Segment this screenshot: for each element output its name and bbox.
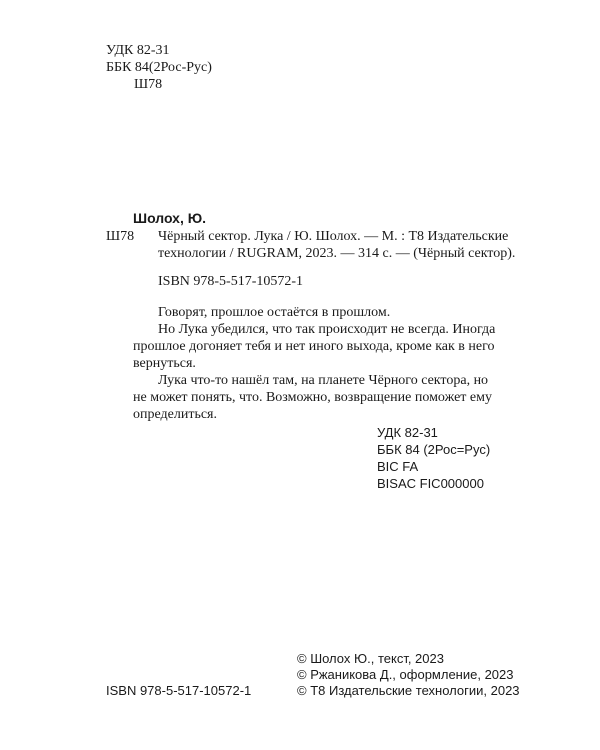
annotation-line: Говорят, прошлое остаётся в прошлом. [158, 305, 391, 320]
annotation-line: определиться. [133, 407, 217, 422]
title-line-2: технологии / RUGRAM, 2023. — 314 с. — (Чёрный сектор). [158, 246, 516, 261]
copyright-design: © Ржаникова Д., оформление, 2023 [297, 667, 514, 682]
annotation-line: не может понять, что. Возможно, возвращение поможет ему [133, 390, 492, 405]
annotation-line: Но Лука убедился, что так происходит не всегда. Иногда [158, 322, 496, 337]
class-bisac: BISAC FIC000000 [377, 476, 484, 491]
top-author-mark: Ш78 [134, 77, 163, 92]
title-line-1: Чёрный сектор. Лука / Ю. Шолох. — М. : Т8 Издательские [158, 229, 509, 244]
class-bbk: ББК 84 (2Рос=Рус) [377, 442, 491, 457]
author-heading: Шолох, Ю. [133, 210, 207, 226]
class-udk: УДК 82-31 [377, 425, 438, 440]
footer-isbn: ISBN 978-5-517-10572-1 [106, 683, 252, 698]
annotation [133, 304, 495, 423]
isbn: ISBN 978-5-517-10572-1 [158, 274, 304, 289]
annotation-line: Лука что-то нашёл там, на планете Чёрного сектора, но [158, 373, 489, 388]
top-codes [106, 42, 212, 93]
annotation-line: прошлое догоняет тебя и нет иного выхода, кроме как в него [133, 339, 495, 354]
author-mark: Ш78 [106, 229, 135, 244]
class-bic: BIC FA [377, 459, 419, 474]
bibliographic-description [158, 228, 515, 262]
copyright-block [297, 651, 520, 699]
copyright-publisher: © Т8 Издательские технологии, 2023 [297, 683, 520, 698]
copyright-text: © Шолох Ю., текст, 2023 [297, 651, 444, 666]
top-udk: УДК 82-31 [106, 43, 170, 58]
top-bbk: ББК 84(2Рос-Рус) [106, 60, 212, 75]
annotation-line: вернуться. [133, 356, 196, 371]
classification-block [377, 424, 490, 492]
